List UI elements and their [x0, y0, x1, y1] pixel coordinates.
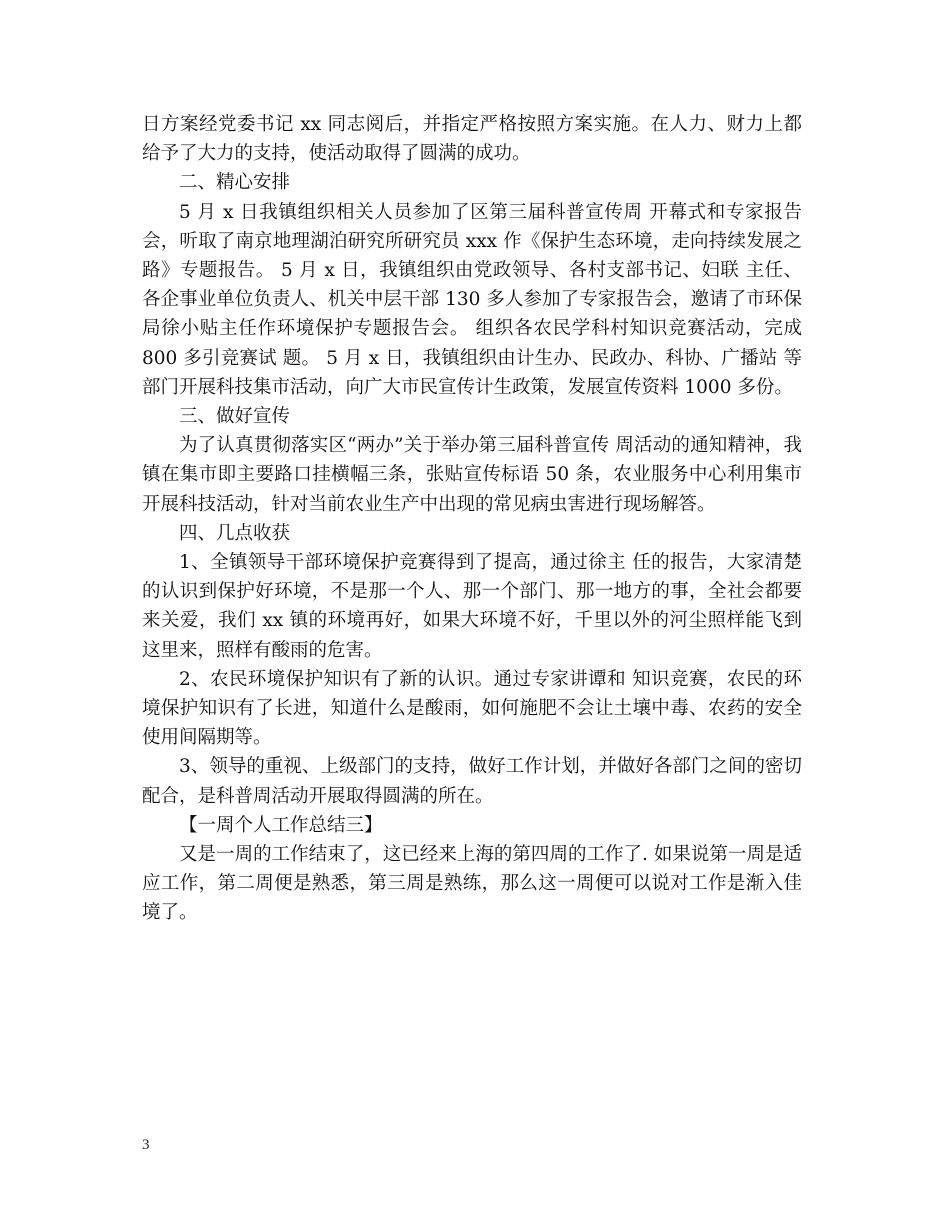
section-heading-3: 三、做好宣传 [179, 406, 291, 428]
paragraph-2: 5 月 x 日我镇组织相关人员参加了区第三届科普宣传周 开幕式和专家报告会，听取了南京地理湖泊研究所研究员 xxx 作《保护生态环境，走向持续发展之路》专题报告。 5 月 x 日，我镇组织由党政领导、各村支部书记、妇联 主任、各企事业单位负责人、机关中层干部 130 多人参加了专家报告会，邀请了市环保局徐小贴主任作环境保护专题报告会。 组织各农民学科村知识竞赛活动，完成 800 多引竞赛试 题。 5 月 x 日，我镇组织由计生办、民政办、科协、广播站 等部门开展科技集市活动，向广大市民宣传计生政策，发展宣传资料 1000 多份。 [142, 201, 802, 398]
section-heading-2: 二、精心安排 [179, 172, 291, 194]
paragraph-3: 为了认真贯彻落实区“两办”关于举办第三届科普宣传 周活动的通知精神，我镇在集市即主要路口挂横幅三条，张贴宣传标语 50 条，农业服务中心利用集市开展科技活动，针对当前农业生产中出现的常见病虫害进行现场解答。 [142, 435, 802, 515]
section-heading-4: 四、几点收获 [179, 522, 291, 544]
document-body [142, 110, 802, 928]
paragraph-1: 日方案经党委书记 xx 同志阅后，并指定严格按照方案实施。在人力、财力上都给予了大力的支持，使活动取得了圆满的成功。 [142, 114, 802, 165]
paragraph-4-item-2: 2、农民环境保护知识有了新的认识。通过专家讲谭和 知识竞赛，农民的环境保护知识有了长进，知道什么是酸雨，如何施肥不会让土壤中毒、农药的安全使用间隔期等。 [142, 668, 802, 749]
page-number: 3 [142, 1137, 150, 1153]
paragraph-4-item-1: 1、全镇领导干部环境保护竞赛得到了提高，通过徐主 任的报告，大家清楚的认识到保护好环境，不是那一个人、那一个部门、那一地方的事，全社会都要来关爱，我们 xx 镇的环境再好，如果大环境不好，千里以外的河尘照样能飞到这里来，照样有酸雨的危害。 [142, 552, 802, 661]
paragraph-4-item-3: 3、领导的重视、上级部门的支持，做好工作计划，并做好各部门之间的密切配合，是科普周活动开展取得圆满的所在。 [142, 756, 802, 807]
paragraph-5: 又是一周的工作结束了，这已经来上海的第四周的工作了. 如果说第一周是适应工作，第二周便是熟悉，第三周是熟练，那么这一周便可以说对工作是渐入佳境了。 [142, 844, 802, 924]
section-title-summary-3: 【一周个人工作总结三】 [179, 814, 383, 836]
